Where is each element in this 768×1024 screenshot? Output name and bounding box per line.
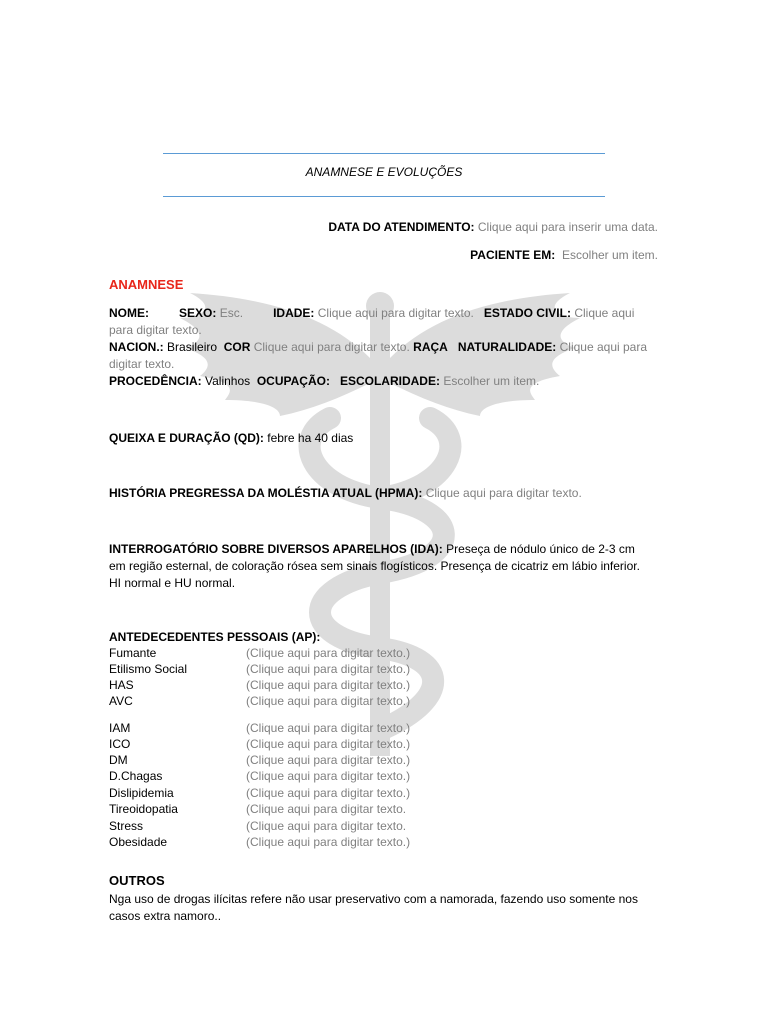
naturalidade-field[interactable]: Clique aqui para digitar texto. bbox=[109, 340, 648, 371]
idade-label: IDADE: bbox=[273, 306, 315, 320]
ap-row-label: Obesidade bbox=[109, 835, 168, 849]
ap-row-label: IAM bbox=[109, 721, 131, 735]
ap-row-label: Stress bbox=[109, 819, 144, 833]
outros-text[interactable]: Nga uso de drogas ilícitas refere não usar preservativo com a namorada, fazendo uso somente nos casos extra namoro.. bbox=[109, 892, 638, 923]
idade-field[interactable]: Clique aqui para digitar texto. bbox=[317, 306, 474, 320]
ap-row-field[interactable]: (Clique aqui para digitar texto. bbox=[246, 802, 407, 816]
ap-row-field[interactable]: (Clique aqui para digitar texto.) bbox=[246, 786, 411, 800]
patient-at-select[interactable]: Escolher um item. bbox=[561, 248, 658, 262]
cor-field[interactable]: Clique aqui para digitar texto. bbox=[253, 340, 410, 354]
ap-row-label: HAS bbox=[109, 678, 134, 692]
identification-block bbox=[109, 305, 659, 390]
ap-row-label: ICO bbox=[109, 737, 131, 751]
raca-label: RAÇA bbox=[413, 340, 448, 354]
sexo-select[interactable]: Esc. bbox=[219, 306, 244, 320]
hpma-line bbox=[109, 485, 659, 502]
escolaridade-select[interactable]: Escolher um item. bbox=[443, 374, 540, 388]
ap-row-label: Fumante bbox=[109, 646, 157, 660]
attendance-date-field[interactable]: Clique aqui para inserir uma data. bbox=[477, 220, 658, 234]
ap-row-label: D.Chagas bbox=[109, 769, 163, 783]
ap-row bbox=[109, 753, 410, 767]
section-anamnese-heading: ANAMNESE bbox=[109, 277, 184, 292]
attendance-date-label: DATA DO ATENDIMENTO: bbox=[328, 220, 475, 234]
ap-row-field[interactable]: (Clique aqui para digitar texto.) bbox=[246, 678, 411, 692]
outros-heading: OUTROS bbox=[109, 873, 165, 888]
estado-civil-field[interactable]: Clique aqui para digitar texto. bbox=[109, 306, 635, 337]
ap-row bbox=[109, 646, 410, 660]
ap-row bbox=[109, 678, 410, 692]
ap-row-label: AVC bbox=[109, 694, 133, 708]
nacion-value: Brasileiro bbox=[167, 340, 218, 354]
ap-row-field[interactable]: (Clique aqui para digitar texto.) bbox=[246, 753, 411, 767]
hpma-label: HISTÓRIA PREGRESSA DA MOLÉSTIA ATUAL (HPMA): bbox=[109, 486, 423, 500]
ap-row-field[interactable]: (Clique aqui para digitar texto.) bbox=[246, 646, 411, 660]
ida-label: INTERROGATÓRIO SOBRE DIVERSOS APARELHOS (IDA): bbox=[109, 542, 443, 556]
ap-row bbox=[109, 786, 410, 800]
ap-row bbox=[109, 819, 406, 833]
ap-row-field[interactable]: (Clique aqui para digitar texto.) bbox=[246, 662, 411, 676]
ap-row bbox=[109, 802, 406, 816]
patient-at-label: PACIENTE EM: bbox=[470, 248, 556, 262]
bottom-rule bbox=[163, 196, 605, 197]
page-title: ANAMNESE E EVOLUÇÕES bbox=[305, 165, 463, 179]
ida-value[interactable]: Preseça de nódulo único de 2-3 cm em região esternal, de coloração rósea sem sinais flogísticos. Presença de cicatriz em lábio inferior. HI normal e HU normal. bbox=[109, 542, 640, 590]
estado-civil-label: ESTADO CIVIL: bbox=[483, 306, 571, 320]
sexo-label: SEXO: bbox=[179, 306, 217, 320]
ap-row bbox=[109, 835, 410, 849]
ap-row-field[interactable]: (Clique aqui para digitar texto.) bbox=[246, 737, 411, 751]
ap-row-field[interactable]: (Clique aqui para digitar texto. bbox=[246, 819, 407, 833]
ap-row bbox=[109, 769, 410, 783]
ap-row-label: DM bbox=[109, 753, 128, 767]
procedencia-value: Valinhos bbox=[205, 374, 251, 388]
ap-row-label: Etilismo Social bbox=[109, 662, 188, 676]
ap-row bbox=[109, 721, 410, 735]
attendance-date-line bbox=[328, 220, 658, 234]
escolaridade-label: ESCOLARIDADE: bbox=[339, 374, 440, 388]
ap-row-label: Dislipidemia bbox=[109, 786, 174, 800]
ap-row bbox=[109, 694, 410, 708]
patient-at-line bbox=[470, 248, 658, 262]
ap-row-label: Tireoidopatia bbox=[109, 802, 178, 816]
ap-row-field[interactable]: (Clique aqui para digitar texto.) bbox=[246, 694, 411, 708]
hpma-field[interactable]: Clique aqui para digitar texto. bbox=[425, 486, 582, 500]
ap-row bbox=[109, 737, 410, 751]
ap-row bbox=[109, 662, 410, 676]
naturalidade-label: NATURALIDADE: bbox=[457, 340, 557, 354]
ocupacao-label: OCUPAÇÃO: bbox=[256, 374, 330, 388]
ap-row-field[interactable]: (Clique aqui para digitar texto.) bbox=[246, 721, 411, 735]
top-rule bbox=[163, 153, 605, 154]
ap-row-field[interactable]: (Clique aqui para digitar texto.) bbox=[246, 835, 411, 849]
ida-block bbox=[109, 541, 649, 592]
ap-row-field[interactable]: (Clique aqui para digitar texto.) bbox=[246, 769, 411, 783]
qd-line bbox=[109, 430, 659, 447]
ap-heading: ANTEDECEDENTES PESSOAIS (AP): bbox=[109, 630, 321, 644]
qd-value[interactable]: febre ha 40 dias bbox=[267, 431, 354, 445]
cor-label: COR bbox=[223, 340, 251, 354]
qd-label: QUEIXA E DURAÇÃO (QD): bbox=[109, 431, 264, 445]
nacion-label: NACION.: bbox=[109, 340, 164, 354]
procedencia-label: PROCEDÊNCIA: bbox=[109, 374, 202, 388]
nome-label: NOME: bbox=[109, 306, 149, 320]
